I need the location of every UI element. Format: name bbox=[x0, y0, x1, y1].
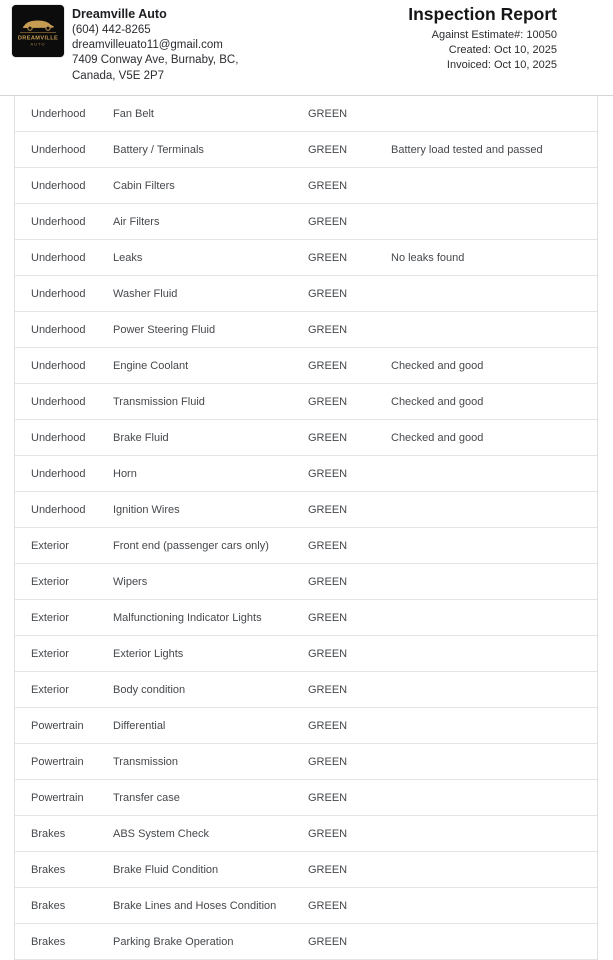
table-row bbox=[15, 708, 597, 744]
row-status: GREEN bbox=[308, 287, 348, 300]
table-row bbox=[15, 600, 597, 636]
row-item: ABS System Check bbox=[113, 827, 209, 840]
row-status: GREEN bbox=[308, 179, 348, 192]
row-item: Front end (passenger cars only) bbox=[113, 539, 269, 552]
table-row bbox=[15, 852, 597, 888]
row-item: Transmission Fluid bbox=[113, 395, 205, 408]
row-item: Cabin Filters bbox=[113, 179, 175, 192]
row-category: Underhood bbox=[31, 107, 86, 120]
row-status: GREEN bbox=[308, 107, 348, 120]
row-category: Underhood bbox=[31, 143, 86, 156]
row-category: Exterior bbox=[31, 539, 69, 552]
table-row bbox=[15, 168, 597, 204]
row-category: Brakes bbox=[31, 935, 66, 948]
table-row bbox=[15, 816, 597, 852]
row-item: Body condition bbox=[113, 683, 186, 696]
report-info bbox=[408, 3, 557, 73]
row-item: Brake Fluid Condition bbox=[113, 863, 219, 876]
row-notes: Checked and good bbox=[391, 431, 484, 444]
row-category: Underhood bbox=[31, 359, 86, 372]
row-category: Brakes bbox=[31, 863, 66, 876]
table-row bbox=[15, 744, 597, 780]
row-category: Exterior bbox=[31, 575, 69, 588]
row-category: Underhood bbox=[31, 287, 86, 300]
row-category: Powertrain bbox=[31, 755, 84, 768]
report-invoiced: Invoiced: Oct 10, 2025 bbox=[446, 59, 557, 71]
row-category: Powertrain bbox=[31, 719, 84, 732]
row-category: Underhood bbox=[31, 179, 86, 192]
row-category: Underhood bbox=[31, 251, 86, 264]
report-estimate: Against Estimate#: 10050 bbox=[431, 29, 557, 41]
table-row bbox=[15, 204, 597, 240]
company-email: dreamvilleuato11@gmail.com bbox=[72, 39, 223, 52]
table-row bbox=[15, 564, 597, 600]
row-notes: Checked and good bbox=[391, 395, 484, 408]
table-row bbox=[15, 384, 597, 420]
row-status: GREEN bbox=[308, 467, 348, 480]
row-item: Battery / Terminals bbox=[113, 143, 204, 156]
row-category: Powertrain bbox=[31, 791, 84, 804]
row-status: GREEN bbox=[308, 683, 348, 696]
company-phone: (604) 442-8265 bbox=[72, 24, 151, 36]
row-category: Brakes bbox=[31, 899, 66, 912]
report-header bbox=[0, 0, 613, 96]
svg-text:DREAMVILLE: DREAMVILLE bbox=[17, 35, 59, 42]
row-notes: Battery load tested and passed bbox=[391, 143, 543, 156]
row-item: Power Steering Fluid bbox=[113, 323, 216, 336]
row-item: Wipers bbox=[113, 575, 148, 588]
row-status: GREEN bbox=[308, 359, 348, 372]
row-item: Parking Brake Operation bbox=[113, 935, 234, 948]
row-item: Transmission bbox=[113, 755, 178, 768]
row-item: Transfer case bbox=[113, 791, 180, 804]
table-row bbox=[15, 348, 597, 384]
row-status: GREEN bbox=[308, 575, 348, 588]
table-row bbox=[15, 672, 597, 708]
table-row bbox=[15, 312, 597, 348]
row-status: GREEN bbox=[308, 863, 348, 876]
row-category: Underhood bbox=[31, 395, 86, 408]
row-notes: No leaks found bbox=[391, 251, 465, 264]
row-item: Washer Fluid bbox=[113, 287, 178, 300]
row-status: GREEN bbox=[308, 395, 348, 408]
row-item: Brake Fluid bbox=[113, 431, 169, 444]
company-address-line2: Canada, V5E 2P7 bbox=[72, 69, 165, 82]
row-category: Underhood bbox=[31, 323, 86, 336]
row-status: GREEN bbox=[308, 899, 348, 912]
row-status: GREEN bbox=[308, 755, 348, 768]
table-row bbox=[15, 240, 597, 276]
row-item: Brake Lines and Hoses Condition bbox=[113, 899, 277, 912]
dreamville-logo-icon bbox=[12, 5, 64, 57]
table-row bbox=[15, 96, 597, 132]
row-category: Underhood bbox=[31, 215, 86, 228]
table-row bbox=[15, 888, 597, 924]
row-status: GREEN bbox=[308, 215, 348, 228]
row-status: GREEN bbox=[308, 647, 348, 660]
company-name: Dreamville Auto bbox=[72, 7, 167, 21]
svg-text:AUTO: AUTO bbox=[30, 41, 46, 47]
table-row bbox=[15, 456, 597, 492]
report-created: Created: Oct 10, 2025 bbox=[448, 44, 557, 56]
company-info bbox=[72, 6, 238, 84]
row-category: Underhood bbox=[31, 467, 86, 480]
row-category: Exterior bbox=[31, 683, 69, 696]
row-category: Underhood bbox=[31, 431, 86, 444]
row-category: Exterior bbox=[31, 647, 69, 660]
row-status: GREEN bbox=[308, 719, 348, 732]
row-status: GREEN bbox=[308, 143, 348, 156]
table-row bbox=[15, 492, 597, 528]
table-row bbox=[15, 780, 597, 816]
row-status: GREEN bbox=[308, 539, 348, 552]
row-item: Air Filters bbox=[113, 215, 160, 228]
row-item: Exterior Lights bbox=[113, 647, 184, 660]
inspection-table bbox=[14, 96, 598, 960]
row-category: Exterior bbox=[31, 611, 69, 624]
row-item: Differential bbox=[113, 719, 166, 732]
row-status: GREEN bbox=[308, 251, 348, 264]
row-item: Horn bbox=[113, 467, 137, 480]
table-row bbox=[15, 420, 597, 456]
row-status: GREEN bbox=[308, 503, 348, 516]
row-item: Malfunctioning Indicator Lights bbox=[113, 611, 262, 624]
table-row bbox=[15, 132, 597, 168]
row-item: Engine Coolant bbox=[113, 359, 189, 372]
row-status: GREEN bbox=[308, 611, 348, 624]
row-status: GREEN bbox=[308, 827, 348, 840]
row-category: Brakes bbox=[31, 827, 66, 840]
row-item: Leaks bbox=[113, 251, 143, 264]
row-status: GREEN bbox=[308, 323, 348, 336]
row-notes: Checked and good bbox=[391, 359, 484, 372]
row-status: GREEN bbox=[308, 935, 348, 948]
row-item: Fan Belt bbox=[113, 107, 154, 120]
row-category: Underhood bbox=[31, 503, 86, 516]
table-row bbox=[15, 276, 597, 312]
company-address-line1: 7409 Conway Ave, Burnaby, BC, bbox=[72, 54, 239, 67]
row-status: GREEN bbox=[308, 791, 348, 804]
table-row bbox=[15, 924, 597, 960]
report-title: Inspection Report bbox=[408, 4, 557, 24]
table-row bbox=[15, 528, 597, 564]
table-row bbox=[15, 636, 597, 672]
row-status: GREEN bbox=[308, 431, 348, 444]
company-logo bbox=[12, 5, 64, 57]
row-item: Ignition Wires bbox=[113, 503, 180, 516]
